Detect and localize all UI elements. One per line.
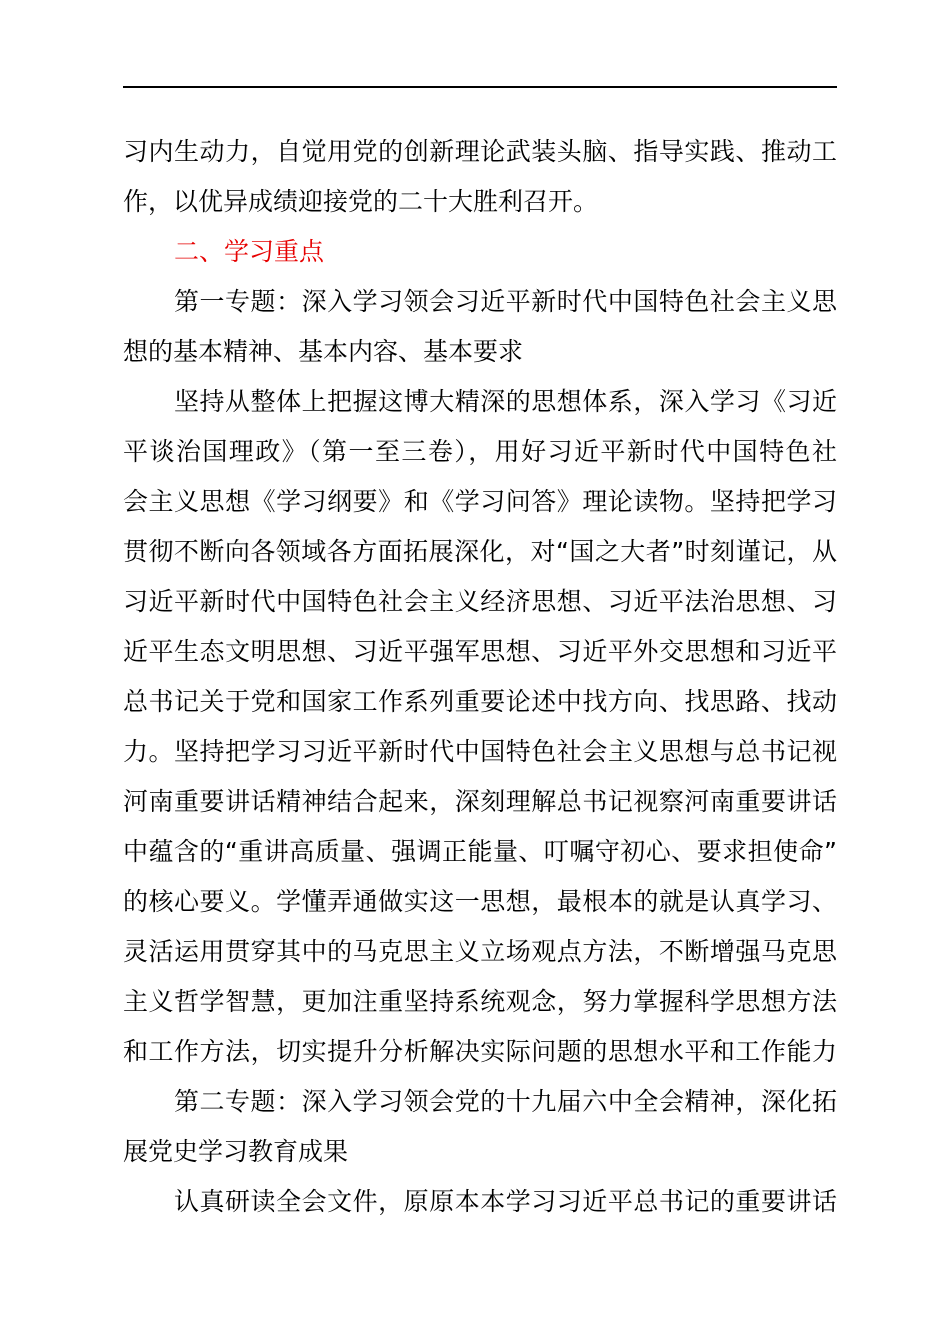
text-line: 习内生动力，自觉用党的创新理论武装头脑、指导实践、推动工 bbox=[123, 137, 837, 166]
text-line: 作，以优异成绩迎接党的二十大胜利召开。 bbox=[123, 187, 599, 216]
text-line: 总书记关于党和国家工作系列重要论述中找方向、找思路、找动 bbox=[123, 687, 837, 716]
document-body bbox=[123, 127, 837, 1227]
section-heading: 二、学习重点 bbox=[174, 237, 325, 266]
header-rule bbox=[123, 86, 837, 88]
text-line: 河南重要讲话精神结合起来，深刻理解总书记视察河南重要讲话 bbox=[123, 787, 837, 816]
text-line: 第二专题：深入学习领会党的十九届六中全会精神，深化拓 bbox=[174, 1087, 837, 1116]
text-line: 贯彻不断向各领域各方面拓展深化，对“国之大者”时刻谨记，从 bbox=[123, 537, 837, 566]
text-line: 灵活运用贯穿其中的马克思主义立场观点方法，不断增强马克思 bbox=[123, 937, 837, 966]
text-line: 想的基本精神、基本内容、基本要求 bbox=[123, 337, 524, 366]
text-line: 会主义思想《学习纲要》和《学习问答》理论读物。坚持把学习 bbox=[123, 487, 837, 516]
text-line: 第一专题：深入学习领会习近平新时代中国特色社会主义思 bbox=[174, 287, 837, 316]
text-line: 展党史学习教育成果 bbox=[123, 1137, 349, 1166]
text-line: 平谈治国理政》（第一至三卷），用好习近平新时代中国特色社 bbox=[123, 437, 837, 466]
text-line: 近平生态文明思想、习近平强军思想、习近平外交思想和习近平 bbox=[123, 637, 837, 666]
text-line: 主义哲学智慧，更加注重坚持系统观念，努力掌握科学思想方法 bbox=[123, 987, 837, 1016]
text-line: 认真研读全会文件，原原本本学习习近平总书记的重要讲话 bbox=[174, 1187, 837, 1216]
text-line: 的核心要义。学懂弄通做实这一思想，最根本的就是认真学习、 bbox=[123, 887, 837, 916]
text-line: 力。坚持把学习习近平新时代中国特色社会主义思想与总书记视 bbox=[123, 737, 837, 766]
text-line: 坚持从整体上把握这博大精深的思想体系，深入学习《习近 bbox=[174, 387, 837, 416]
text-line: 中蕴含的“重讲高质量、强调正能量、叮嘱守初心、要求担使命” bbox=[123, 837, 837, 866]
text-line: 和工作方法，切实提升分析解决实际问题的思想水平和工作能力 bbox=[123, 1037, 837, 1066]
text-line: 习近平新时代中国特色社会主义经济思想、习近平法治思想、习 bbox=[123, 587, 837, 616]
